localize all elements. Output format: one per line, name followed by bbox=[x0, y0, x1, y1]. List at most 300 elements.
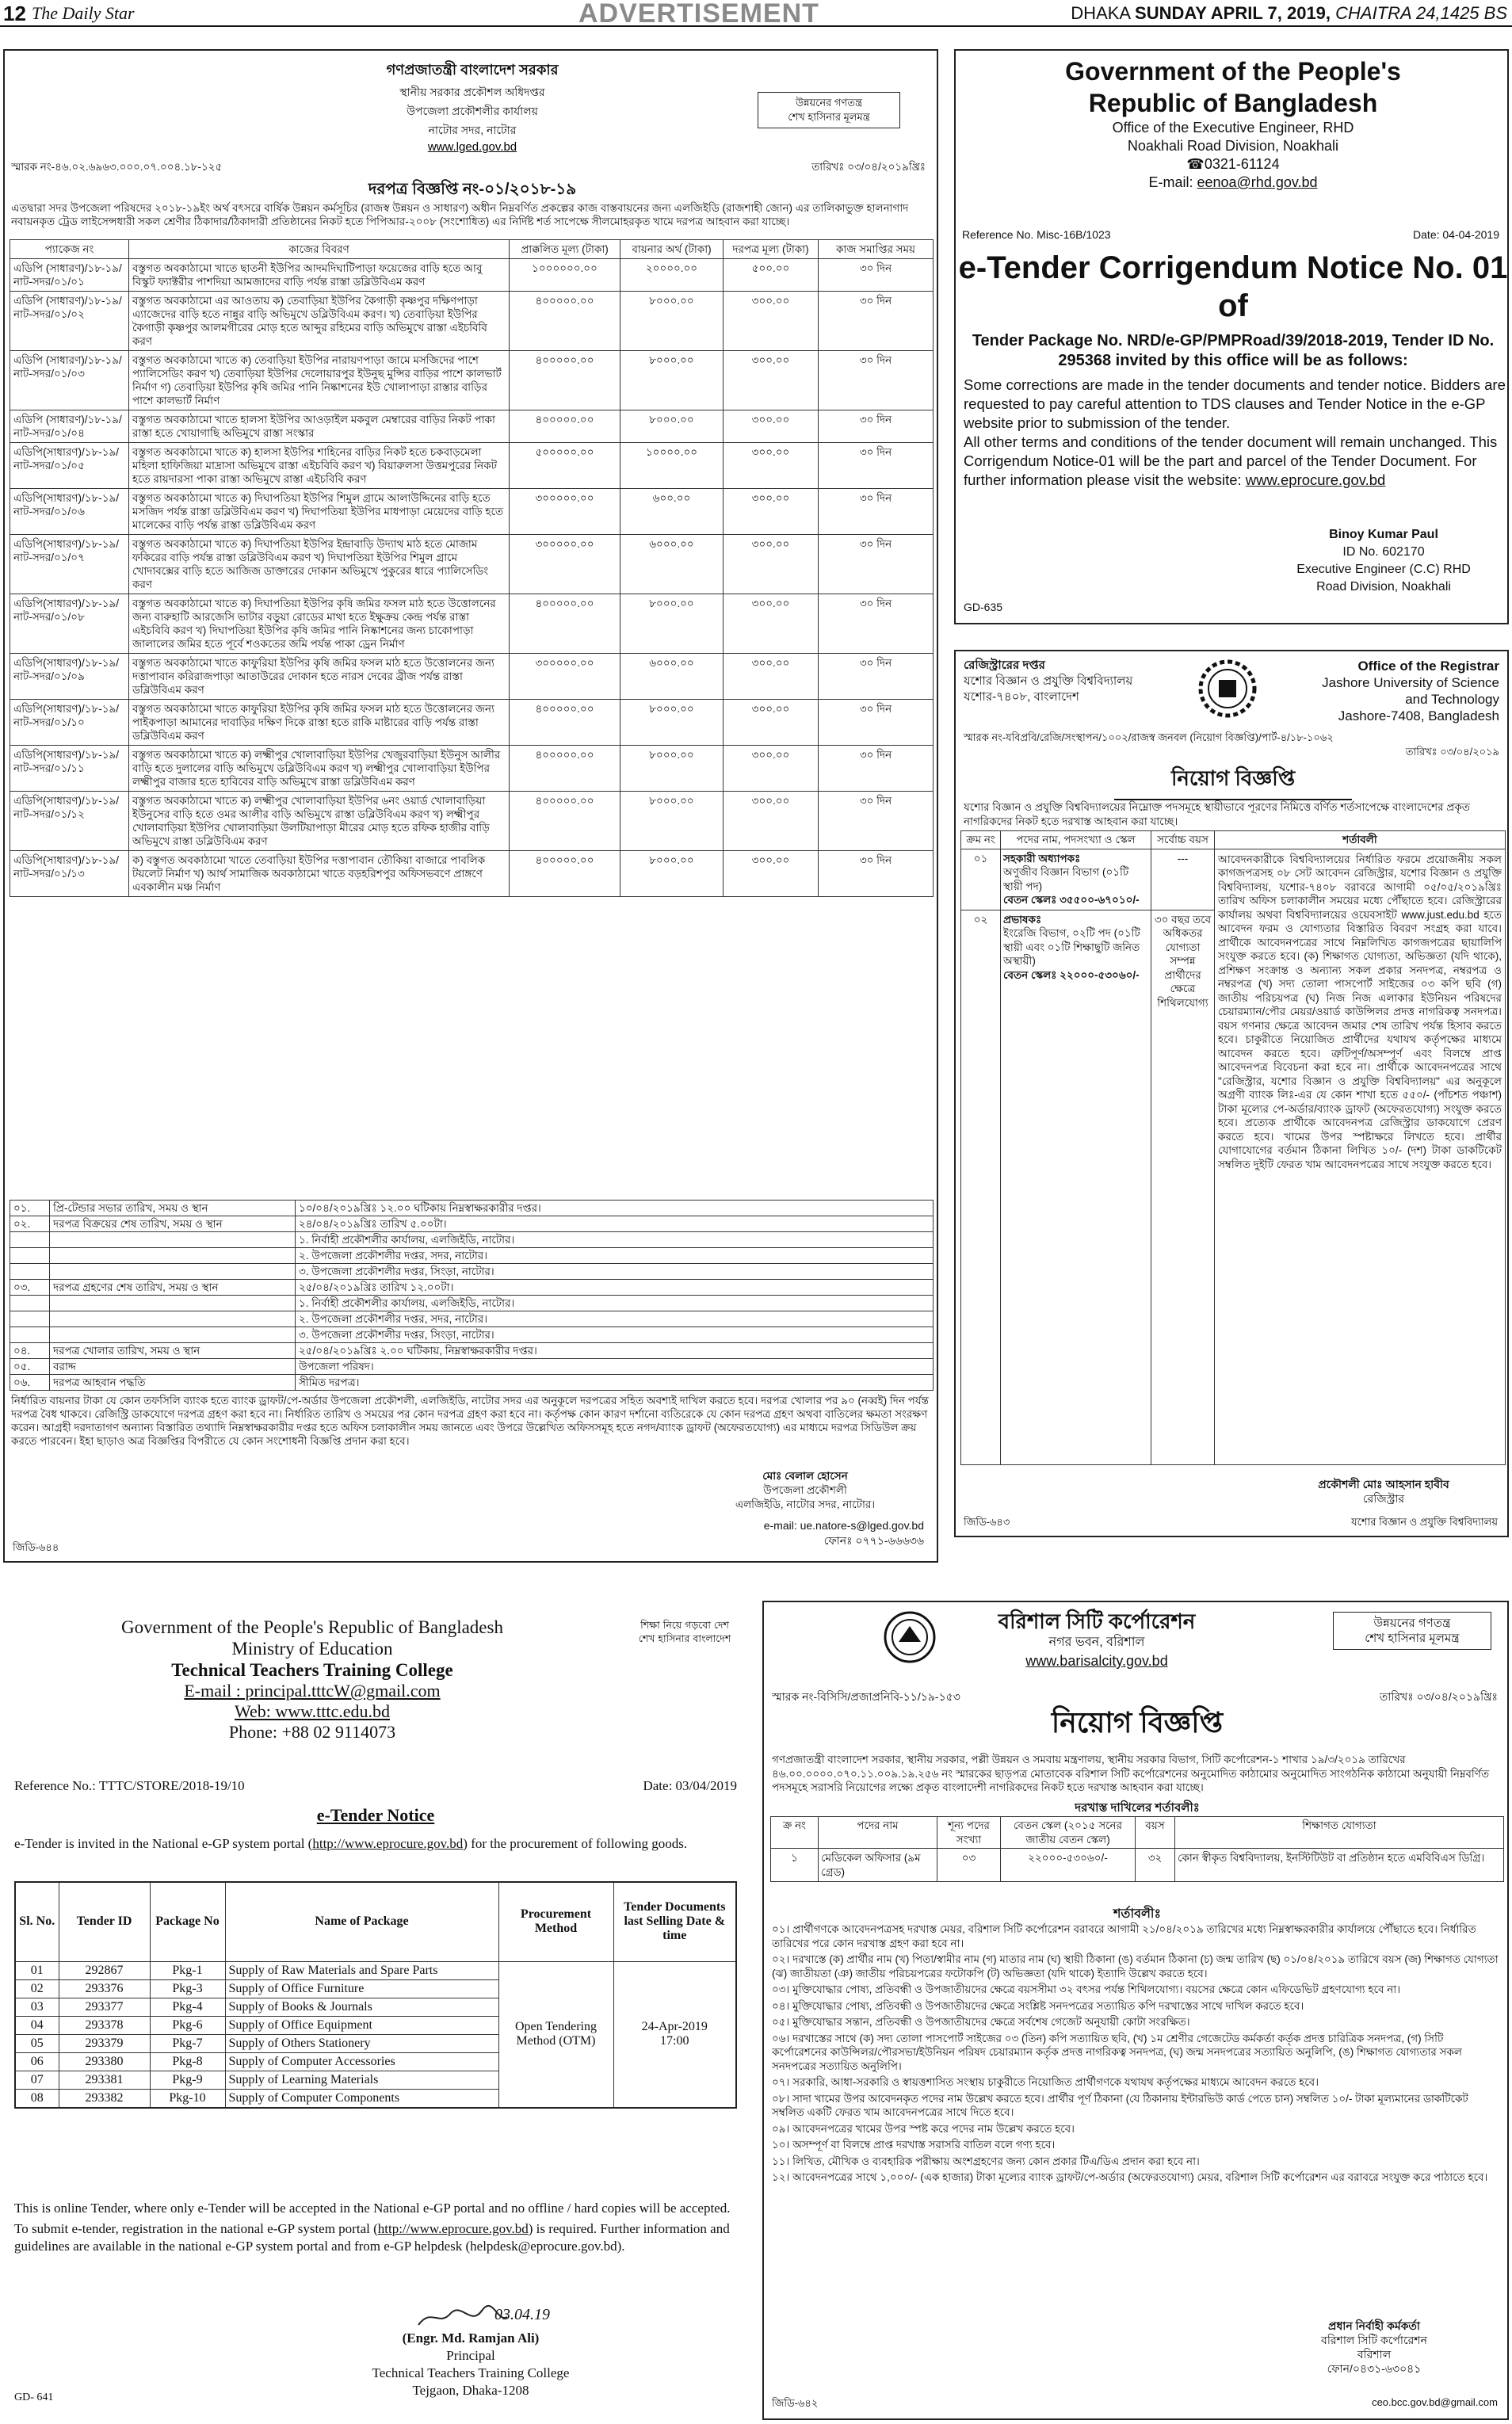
lged-completion-time: ৩০ দিন bbox=[819, 443, 934, 489]
rhd-heading-line: e-Tender Corrigendum Notice No. 01 bbox=[958, 250, 1508, 285]
rhd-signer-name: Binoy Kumar Paul bbox=[1329, 528, 1438, 541]
lged-work-desc: বস্তুগত অবকাঠামো খাতে ছাতনী ইউপির আদমদিঘাটিপাড়া ফয়েজের বাড়ি হতে আবু বিস্কুট ফ্যাক্টরীর পাশদিয়া আমজাদের বাড়ি পর্যন্ত রাস্তা ডব্লিউবিএম করণ bbox=[129, 259, 510, 292]
just-col-header: পদের নাম, পদসংখ্যা ও স্কেল bbox=[1001, 831, 1151, 849]
lged-schedule-no bbox=[10, 1264, 50, 1280]
tttc-body-paragraph bbox=[14, 2220, 737, 2255]
lged-completion-time: ৩০ দিন bbox=[819, 654, 934, 700]
lged-completion-time: ৩০ দিন bbox=[819, 259, 934, 292]
tttc-package-name: Supply of Computer Components bbox=[225, 2089, 498, 2108]
lged-date: তারিখঃ ০৩/০৪/২০১৯খ্রিঃ bbox=[811, 161, 926, 173]
lged-schedule-value: সীমিত দরপত্র। bbox=[296, 1375, 934, 1391]
lged-package-no: এডিপি(সাধারণ)/১৮-১৯/নাট-সদর/০১/১২ bbox=[10, 792, 129, 851]
tttc-package-no: Pkg-4 bbox=[150, 1998, 225, 2016]
bcc-post-count: ০৩ bbox=[937, 1849, 1001, 1882]
lged-schedule-value: ২. উপজেলা প্রকৌশলীর দপ্তর, সদর, নাটোর। bbox=[296, 1311, 934, 1327]
tttc-title-line: Ministry of Education bbox=[231, 1639, 393, 1659]
bcc-signer-title: প্রধান নির্বাহী কর্মকর্তা bbox=[1328, 2319, 1420, 2332]
lged-document-price: ৫০০.০০ bbox=[724, 259, 819, 292]
bcc-col-header: বয়স bbox=[1136, 1817, 1175, 1849]
bcc-term-item: ০৭। সরকারি, আধা-সরকারি ও স্বায়ত্তশাসিত সংস্থায় চাকুরীতে নিয়োজিত প্রার্থীগণকে যথাযথ কর্তৃপক্ষের মাধ্যমে আবেদন করতে হবে। bbox=[772, 2076, 1319, 2088]
rhd-date: Date: 04-04-2019 bbox=[1413, 228, 1499, 241]
page-number: 12 bbox=[3, 2, 26, 25]
rhd-package-line: Tender Package No. NRD/e-GP/PMPRoad/39/2018-2019, Tender ID No. 295368 invited by this office will be as follows: bbox=[972, 332, 1495, 369]
lged-schedule-label bbox=[50, 1232, 296, 1248]
lged-intro: এতদ্বারা সদর উপজেলা পরিষদের ২০১৮-১৯ইং অর্থ বৎসরে বার্ষিক উন্নয়ন কর্মসূচির (রাজস্ব উন্নয়ন ও সাধারণ) অধীন নিম্নবর্ণিত প্রকল্পের কাজ বাস্তবায়নের জন্য এলজিইডি (রাজশাহী জোন) এর তালিকাভুক্ত হালনাগাদ নবায়নকৃত ট্রেড লাইসেন্সধারী সকল শ্রেণীর ঠিকাদার/ঠিকাদারী প্রতিষ্ঠানের নিকট হতে পিপিআর-২০০৮ (সংশোধিত) এর নির্দিষ্ট শর্ত সাপেক্ষে সীলমোহরকৃত খামে দরপত্র আহবান করা যাচ্ছে। bbox=[11, 202, 909, 227]
tttc-signer bbox=[296, 2330, 645, 2399]
tttc-package-name: Supply of Office Equipment bbox=[225, 2016, 498, 2034]
tttc-table-row bbox=[15, 1961, 736, 1979]
lged-estimated-cost: ১০০০০০০.০০ bbox=[510, 259, 620, 292]
bcc-date: তারিখঃ ০৩/০৪/২০১৯খ্রিঃ bbox=[1379, 1690, 1498, 1703]
lged-office: উপজেলা প্রকৌশলীর কার্যালয় bbox=[407, 105, 538, 117]
rhd-body-text: All other terms and conditions of the tender document will remain unchanged. This Corrigendum Notice-01 will be the part and parcel of the Tender Document. For further information please visit the website: bbox=[964, 433, 1498, 488]
lged-table-row bbox=[10, 700, 934, 746]
lged-col-header: কাজের বিবরণ bbox=[129, 240, 510, 259]
lged-earnest-money: ৮০০০.০০ bbox=[620, 292, 724, 351]
rhd-corrigendum-notice bbox=[954, 49, 1509, 624]
lged-estimated-cost: ৩০০০০০.০০ bbox=[510, 489, 620, 535]
tttc-date: Date: 03/04/2019 bbox=[643, 1778, 737, 1793]
lged-memo-no: স্মারক নং-৪৬.০২.৬৯৬৩.০০০.০৭.০০৪.১৮-১২৫ bbox=[11, 161, 223, 173]
bcc-col-header: বেতন স্কেল (২০১৫ সনের জাতীয় বেতন স্কেল) bbox=[1001, 1817, 1136, 1849]
lged-package-no: এডিপি (সাধারণ)/১৮-১৯/নাট-সদর/০১/০২ bbox=[10, 292, 129, 351]
lged-work-desc: বস্তুগত অবকাঠামো খাতে ক) হালসা ইউপির শাহিনের বাড়ির নিকট হতে চকবাড়মেলা মহিলা হাফিজিয়া মাদ্রাসা অভিমুখে রাস্তা এইচবিবি করণ খ) বিয়ারুলসা উত্তমপুরের নিকট হতে রায়দারসা পাকা রাস্তা অভিমুখে রাস্তা এইচবিবি করণ bbox=[129, 443, 510, 489]
lged-work-desc: বস্তুগত অবকাঠামো খাতে ক) লক্ষ্মীপুর খোলাবাড়িয়া ইউপির ৬নং ওয়ার্ড খোলাবাড়িয়া ইউনুসের বাড়ি হতে ওমর আলীর বাড়ি অভিমুখে রাস্তা ডব্লিউবিএম করণ খ) লক্ষ্মীপুর খোলাবাড়িয়া ইউপির খোলাবাড়িয়া উলটিয়াপাড়া মীরের মোড় হতে রফিক হাজীর বাড়ি অভিমুখে রাস্তা ডব্লিউবিএম করণ bbox=[129, 792, 510, 851]
just-logo-icon bbox=[1198, 659, 1257, 718]
tttc-signature-date: 03.04.19 bbox=[494, 2306, 550, 2323]
tttc-title-line: Government of the People's Republic of Bangladesh bbox=[121, 1617, 503, 1637]
tttc-col-header: Procurement Method bbox=[498, 1882, 613, 1961]
tttc-intro-text: ) for the procurement of following goods. bbox=[463, 1836, 688, 1851]
lged-schedule-row bbox=[10, 1232, 934, 1248]
just-signer-title: রেজিস্ট্রার bbox=[1362, 1492, 1405, 1505]
lged-schedule-row bbox=[10, 1343, 934, 1359]
tttc-tender-id: 293376 bbox=[59, 1979, 150, 1998]
rhd-signer-division: Road Division, Noakhali bbox=[1316, 580, 1451, 594]
lged-completion-time: ৩০ দিন bbox=[819, 700, 934, 746]
lged-package-no: এডিপি (সাধারণ)/১৮-১৯/নাট-সদর/০১/০৩ bbox=[10, 351, 129, 410]
lged-completion-time: ৩০ দিন bbox=[819, 746, 934, 792]
lged-col-header: প্যাকেজ নং bbox=[10, 240, 129, 259]
tttc-signer-title: Principal bbox=[446, 2348, 495, 2363]
just-post-details bbox=[1001, 849, 1151, 910]
bcc-addr: নগর ভবন, বরিশাল bbox=[1048, 1636, 1145, 1649]
lged-signer-title: উপজেলা প্রকৌশলী bbox=[763, 1484, 847, 1496]
just-conditions: আবেদনকারীকে বিশ্ববিদ্যালয়ের নির্ধারিত ফরমে প্রয়োজনীয় সকল কাগজপত্রসহ ০৮ সেট আবেদন রেজিস্ট্রার, যশোর বিজ্ঞান ও প্রযুক্তি বিশ্ববিদ্যালয়, যশোর-৭৪০৮ বরাবরে আগামী ০৫/০৫/২০১৯খ্রিঃ তারিখ অফিস চলাকালীন সময়ের মধ্যে পৌঁছাতে হবে। রেজিস্ট্রারের কার্যালয় অথবা বিশ্ববিদ্যালয়ের ওয়েবসাইট www.just.edu.bd হতে আবেদন ফরম ও যোগ্যতার বিস্তারিত বিবরণ সংগ্রহ করা যাবে। প্রার্থীকে আবেদনপত্রের সাথে নিম্নলিখিত কাগজপত্রের ছায়ালিপি সংযুক্ত করতে হবে। (ক) শিক্ষাগত যোগ্যতা, অভিজ্ঞতা (যদি থাকে), প্রশিক্ষণ সংক্রান্ত ও অন্যান্য সকল প্রকার সনদপত্র, নম্বরপত্র ও নম্বরপত্র (খ) সদ্য তোলা পাসপোর্ট সাইজের ০৩ কপি ছবি (গ) জাতীয় পরিচয়পত্র (ঘ) নিজ নিজ এলাকার ইউনিয়ন পরিষদের চেয়ারম্যান/পৌর মেয়র/ওয়ার্ড কাউন্সিলর প্রদত্ত নাগরিকত্ব সনদপত্র। বয়স গণনার ক্ষেত্রে আবেদন জমার শেষ তারিখ পর্যন্ত হিসাব করতে হবে। চাকুরীতে নিয়োজিত প্রার্থীদের যথাযথ কর্তৃপক্ষের মাধ্যমে আবেদন করতে হবে। ত্রুটিপূর্ণ/অসম্পূর্ণ এবং বিলম্বে প্রাপ্ত আবেদনপত্র বিবেচনা করা হবে না। প্রার্থীকে আবেদনপত্রের সাথে "রেজিস্ট্রার, যশোর বিজ্ঞান ও প্রযুক্তি বিশ্ববিদ্যালয়" এর অনুকূলে অগ্রণী ব্যাংক লিঃ-এর যে কোন শাখা হতে ৫৫০/- (পাঁচশত পঞ্চাশ) টাকা মূল্যের পে-অর্ডার/ব্যাংক ড্রাফট (অফেরতযোগ্য) সংযুক্ত করতে হবে। প্রত্যেক প্রার্থীকে আবেদনপত্র রেজিস্ট্রার ডাকযোগে প্রেরণ করতে হবে। খামের উপর স্পষ্টাক্ষরে লিখতে হবে। প্রার্থীর যোগাযোগের বর্তমান ঠিকানা লিখিত ১০/- (দশ) টাকা ডাকটিকেট সম্বলিত দুইটি ফেরত খাম আবেদনপত্রের সাথে সংযুক্ত করতে হবে। bbox=[1215, 849, 1506, 1464]
bcc-signer-city: বরিশাল bbox=[1357, 2348, 1392, 2361]
lged-table-header bbox=[10, 240, 934, 259]
lged-table-row bbox=[10, 654, 934, 700]
tttc-gd-no: GD- 641 bbox=[14, 2392, 54, 2403]
lged-schedule-no: ০৫. bbox=[10, 1359, 50, 1375]
lged-completion-time: ৩০ দিন bbox=[819, 594, 934, 654]
tttc-col-header: Package No bbox=[150, 1882, 225, 1961]
just-post-age: ৩০ বছর তবে অধিকতর যোগ্যতা সম্পন্ন প্রার্থীদের ক্ষেত্রে শিথিলযোগ্য bbox=[1151, 910, 1215, 1464]
tttc-sl-no: 01 bbox=[15, 1961, 59, 1979]
lged-document-price: ৩০০.০০ bbox=[724, 851, 819, 897]
tttc-table-body bbox=[15, 1961, 736, 2108]
lged-schedule-no: ০৪. bbox=[10, 1343, 50, 1359]
tttc-ref-no: Reference No.: TTTC/STORE/2018-19/10 bbox=[14, 1778, 245, 1793]
lged-package-no: এডিপি (সাধারণ)/১৮-১৯/নাট-সদর/০১/০১ bbox=[10, 259, 129, 292]
lged-tender-notice bbox=[3, 49, 938, 1563]
lged-table-row bbox=[10, 489, 934, 535]
lged-signature bbox=[686, 1469, 924, 1512]
bcc-term-item: ১২। আবেদনপত্রের সাথে ১,০০০/- (এক হাজার) টাকা মূল্যের ব্যাংক ড্রাফট/পে-অর্ডার (অফেরতযোগ্য) মেয়র, বরিশাল সিটি কর্পোরেশন এর বরাবরে সংযুক্ত করে পাঠাতে হবে। bbox=[772, 2171, 1488, 2183]
lged-table-row bbox=[10, 259, 934, 292]
just-date: তারিখঃ ০৩/০৪/২০১৯ bbox=[1405, 746, 1499, 758]
just-post-dept: ইংরেজি বিভাগ, ০২টি পদ (০১টি স্থায়ী এবং ০১টি শিক্ষাছুটি জনিত অস্থায়ী) bbox=[1003, 927, 1140, 967]
bcc-term-item: ০৮। সাদা খামের উপর আবেদনকৃত পদের নাম উল্লেখ করতে হবে। প্রার্থীর পূর্ণ ঠিকানা (যে ঠিকানায় ইন্টারভিউ কার্ড পেতে চান) সম্বলিত ১০/- টাকা মূল্যমানের ডাকটিকেট সম্বলিত একটি ফেরত খাম আবেদনপত্রের সাথে দিতে হবে। bbox=[772, 2092, 1468, 2118]
lged-schedule-row bbox=[10, 1264, 934, 1280]
bcc-term-item: ০৫। মুক্তিযোদ্ধার সন্তান, প্রতিবন্ধী ও উপজাতীয়দের ক্ষেত্রে সর্বশেষ গেজেট অনুযায়ী কোটা সংরক্ষিত। bbox=[772, 2016, 1190, 2028]
bcc-heading: নিয়োগ বিজ্ঞপ্তি bbox=[1051, 1706, 1224, 1739]
lged-estimated-cost: ৪০০০০০.০০ bbox=[510, 410, 620, 443]
just-posts-table bbox=[960, 830, 1506, 1465]
dateline-bangla: CHAITRA 24,1425 BS bbox=[1335, 3, 1507, 23]
rhd-ref-no: Reference No. Misc-16B/1023 bbox=[962, 228, 1111, 241]
lged-table-row bbox=[10, 746, 934, 792]
bcc-signature bbox=[1255, 2319, 1493, 2376]
rhd-title-line: Republic of Bangladesh bbox=[1088, 89, 1378, 117]
tttc-package-no: Pkg-7 bbox=[150, 2034, 225, 2052]
rhd-gd-no: GD-635 bbox=[964, 601, 1003, 613]
lged-work-desc: বস্তুগত অবকাঠামো খাতে ক) দিঘাপতিয়া ইউপির কৃষি জমির ফসল মাঠ হতে উত্তোলনের জন্য বারুহাটি আরজেসি ভাটার বড়ুয়া রোডের মাথা হতে ইক্ষুক্রয় কেন্দ্র পর্যন্ত রাস্তা এইচবিবি করণ খ) দিঘাপতিয়া ইউপির কৃষি জমির পানি নিষ্কাশনের জন্য চাকোপাড়া জালালের জমির হতে পূর্বে শওকতের জমি পর্যন্ত পাকা ড্রেন নির্মাণ bbox=[129, 594, 510, 654]
lged-schedule-no bbox=[10, 1296, 50, 1311]
lged-schedule-no bbox=[10, 1232, 50, 1248]
lged-estimated-cost: ৪০০০০০.০০ bbox=[510, 292, 620, 351]
lged-package-no: এডিপি(সাধারণ)/১৮-১৯/নাট-সদর/০১/০৬ bbox=[10, 489, 129, 535]
lged-schedule-label bbox=[50, 1248, 296, 1264]
tttc-sl-no: 05 bbox=[15, 2034, 59, 2052]
tttc-sl-no: 03 bbox=[15, 1998, 59, 2016]
lged-table-row bbox=[10, 535, 934, 594]
rhd-email-link[interactable]: eenoa@rhd.gov.bd bbox=[1197, 174, 1318, 190]
lged-table-row bbox=[10, 292, 934, 351]
dateline bbox=[1071, 3, 1507, 24]
lged-work-desc: বস্তুগত অবকাঠামো খাতে ক) লক্ষ্মীপুর খোলাবাড়িয়া ইউপির খেজুরবাড়িয়া ইউনুস আলীর বাড়ি হতে দুলালের বাড়ি অভিমুখে ডব্লিউবিএম করণ খ) লক্ষ্মীপুর খোলাবাড়িয়া ইউপির লক্ষ্মীপুর বাজার হতে হাবিবের বাড়ি অভিমুখে রাস্তা ডব্লিউবিএম করণ bbox=[129, 746, 510, 792]
tttc-table-header bbox=[15, 1882, 736, 1961]
lged-schedule-value: ২. উপজেলা প্রকৌশলীর দপ্তর, সদর, নাটোর। bbox=[296, 1248, 934, 1264]
lged-schedule-label: দরপত্র আহবান পদ্ধতি bbox=[50, 1375, 296, 1391]
lged-package-no: এডিপি(সাধারণ)/১৮-১৯/নাট-সদর/০১/০৯ bbox=[10, 654, 129, 700]
lged-table-row bbox=[10, 851, 934, 897]
lged-slogan-line: শেখ হাসিনার মূলমন্ত্র bbox=[788, 111, 870, 123]
just-signature bbox=[1265, 1477, 1502, 1506]
lged-schedule-label: প্রি-টেন্ডার সভার তারিখ, সময় ও স্থান bbox=[50, 1201, 296, 1216]
dateline-city: DHAKA bbox=[1071, 3, 1130, 23]
bcc-slogan-line: উন্নয়নের গণতন্ত্র bbox=[1373, 1617, 1451, 1630]
lged-table-row bbox=[10, 594, 934, 654]
lged-package-no: এডিপি(সাধারণ)/১৮-১৯/নাট-সদর/০১/১০ bbox=[10, 700, 129, 746]
bcc-website-link[interactable]: www.barisalcity.gov.bd bbox=[1025, 1653, 1168, 1669]
rhd-signer-id: ID No. 602170 bbox=[1342, 545, 1425, 559]
rhd-header bbox=[956, 55, 1509, 192]
bcc-header bbox=[938, 1609, 1255, 1670]
tttc-sl-no: 07 bbox=[15, 2071, 59, 2089]
lged-document-price: ৩০০.০০ bbox=[724, 443, 819, 489]
tttc-package-name: Supply of Raw Materials and Spare Parts bbox=[225, 1961, 498, 1979]
lged-schedule-value: ২৫/০৪/২০১৯খ্রিঃ ২.০০ ঘটিকায়, নিম্নস্বাক্ষরকারীর দপ্তর। bbox=[296, 1343, 934, 1359]
tttc-package-no: Pkg-3 bbox=[150, 1979, 225, 1998]
lged-document-price: ৩০০.০০ bbox=[724, 292, 819, 351]
bcc-memo: স্মারক নং-বিসিসি/প্রজাপ্রনিবি-১১/১৯-১৫৩ bbox=[772, 1690, 960, 1703]
lged-notice-title: দরপত্র বিজ্ঞপ্তি নং-০১/২০১৮-১৯ bbox=[368, 181, 577, 198]
just-registrar-en: Office of the Registrar bbox=[1357, 658, 1499, 674]
lged-earnest-money: ৮০০০.০০ bbox=[620, 410, 724, 443]
just-uni-en: Jashore University of Science bbox=[1322, 675, 1499, 690]
newspaper-name: The Daily Star bbox=[32, 3, 135, 23]
tttc-body bbox=[14, 2200, 737, 2255]
bcc-gd-no: জিডি-৬৪২ bbox=[772, 2397, 819, 2409]
lged-estimated-cost: ৩০০০০০.০০ bbox=[510, 535, 620, 594]
lged-schedule-label: দরপত্র বিক্রয়ের শেষ তারিখ, সময় ও স্থান bbox=[50, 1216, 296, 1232]
tttc-etender-notice bbox=[3, 1601, 748, 2420]
lged-schedule-value: ১. নির্বাহী প্রকৌশলীর কার্যালয়, এলজিইডি, নাটোর। bbox=[296, 1232, 934, 1248]
lged-address: নাটোর সদর, নাটোর bbox=[428, 124, 517, 136]
just-col-header: সর্বোচ্চ বয়স bbox=[1151, 831, 1215, 849]
rhd-signer-title: Executive Engineer (C.C) RHD bbox=[1296, 563, 1471, 576]
lged-schedule-row bbox=[10, 1359, 934, 1375]
lged-col-header: বায়নার অর্থ (টাকা) bbox=[620, 240, 724, 259]
lged-earnest-money: ৬০০০.০০ bbox=[620, 535, 724, 594]
bcc-post-age: ৩২ bbox=[1136, 1849, 1175, 1882]
just-post-no: ০২ bbox=[961, 910, 1001, 1464]
lged-website-link[interactable]: www.lged.gov.bd bbox=[427, 140, 517, 154]
lged-schedule-row bbox=[10, 1327, 934, 1343]
tttc-eprocure-link[interactable]: http://www.eprocure.gov.bd bbox=[377, 2221, 529, 2236]
rhd-website-link[interactable]: www.eprocure.gov.bd bbox=[1245, 471, 1386, 488]
tttc-body-text: To submit e-tender, registration in the national e-GP system portal ( bbox=[14, 2221, 378, 2236]
lged-work-desc: বস্তুগত অবকাঠামো খাতে ক) তেবাড়িয়া ইউপির নারায়ণপাড়া জামে মসজিদের পাশে প্যালিসেডিং করণ খ) তেবাড়িয়া ইউপির দেলোয়ারপুর ইউনুছ মুন্সির বাড়ির পাশে কালভার্ট নির্মাণ গ) তেবাড়িয়া ইউপির কৃষি জমির পানি নিষ্কাশনের ইউ খোলাপাড়া রাস্তার বাড়ির পাশে কালভার্ট নির্মাণ bbox=[129, 351, 510, 410]
just-post-name: প্রভাষকঃ bbox=[1003, 913, 1042, 926]
lged-document-price: ৩০০.০০ bbox=[724, 700, 819, 746]
just-intro: যশোর বিজ্ঞান ও প্রযুক্তি বিশ্ববিদ্যালয়ের নিম্নোক্ত পদসমূহে স্থায়ীভাবে পূরণের নিমিত্তে বর্ণিত শর্তসাপেক্ষে বাংলাদেশের প্রকৃত নাগরিকদের নিকট হতে দরখাস্ত আহবান করা যাচ্ছে। bbox=[964, 801, 1470, 827]
lged-schedule-no: ০১. bbox=[10, 1201, 50, 1216]
lged-col-header: দরপত্র মূল্য (টাকা) bbox=[724, 240, 819, 259]
lged-earnest-money: ৬০০০.০০ bbox=[620, 654, 724, 700]
lged-earnest-money: ৮০০০.০০ bbox=[620, 792, 724, 851]
lged-estimated-cost: ৪০০০০০.০০ bbox=[510, 792, 620, 851]
just-col-header: শর্তাবলী bbox=[1215, 831, 1506, 849]
tttc-package-no: Pkg-8 bbox=[150, 2052, 225, 2071]
just-post-name: সহকারী অধ্যাপকঃ bbox=[1003, 852, 1081, 865]
lged-slogan-line: উন্নয়নের গণতন্ত্র bbox=[795, 97, 863, 109]
lged-work-desc: বস্তুগত অবকাঠামো খাতে ক) দিঘাপতিয়া ইউপির শিমুল গ্রামে আলাউদ্দিনের বাড়ি হতে মসজিদ পর্যন্ত রাস্তা ডব্লিউবিএম করণ খ) দিঘাপতিয়া ইউপির মাধপাড়া মেয়েদের বাড়ি হতে মালেকের বাড়ি পর্যন্ত রাস্তা ডব্লিউবিএম করণ bbox=[129, 489, 510, 535]
lged-schedule-row bbox=[10, 1201, 934, 1216]
tttc-sl-no: 04 bbox=[15, 2016, 59, 2034]
lged-schedule-value: ২৪/০৪/২০১৯খ্রিঃ তারিখ ৫.০০টা। bbox=[296, 1216, 934, 1232]
lged-document-price: ৩০০.০০ bbox=[724, 792, 819, 851]
bcc-recruitment-notice bbox=[762, 1601, 1509, 2420]
tttc-last-selling bbox=[613, 1961, 736, 2108]
rhd-body-paragraph: Some corrections are made in the tender documents and tender notice. Bidders are requested to pay careful attention to TDS clauses and Tender Notice in the e-GP website prior to submission of the tender. bbox=[964, 376, 1506, 431]
tttc-package-name: Supply of Learning Materials bbox=[225, 2071, 498, 2089]
bcc-terms-heading: শর্তাবলীঃ bbox=[1113, 1907, 1162, 1921]
lged-package-no: এডিপি(সাধারণ)/১৮-১৯/নাট-সদর/০১/০৮ bbox=[10, 594, 129, 654]
lged-table-row bbox=[10, 792, 934, 851]
tttc-last-time: 17:00 bbox=[660, 2034, 689, 2048]
lged-table-row bbox=[10, 410, 934, 443]
lged-slogan-box bbox=[758, 92, 900, 128]
lged-completion-time: ৩০ দিন bbox=[819, 535, 934, 594]
rhd-phone bbox=[956, 155, 1509, 174]
lged-estimated-cost: ৫০০০০০.০০ bbox=[510, 443, 620, 489]
lged-schedule-row bbox=[10, 1296, 934, 1311]
lged-document-price: ৩০০.০০ bbox=[724, 410, 819, 443]
tttc-tender-id: 293380 bbox=[59, 2052, 150, 2071]
just-post-scale: বেতন স্কেলঃ ২২০০০-৫৩০৬০/- bbox=[1003, 968, 1140, 981]
bcc-col-header: শিক্ষাগত যোগ্যতা bbox=[1175, 1817, 1504, 1849]
lged-dept: স্থানীয় সরকার প্রকৌশল অধিদপ্তর bbox=[399, 86, 545, 98]
rhd-body bbox=[964, 376, 1506, 490]
lged-schedule-body bbox=[10, 1201, 934, 1391]
just-gd-no: জিডি-৬৪৩ bbox=[964, 1516, 1010, 1528]
rhd-body-paragraph bbox=[964, 433, 1506, 490]
lged-work-desc: বস্তুগত অবকাঠামো খাতে হালসা ইউপির আওড়াইল মকবুল মেম্বারের বাড়ির নিকট পাকা রাস্তা হতে খোয়াগাছি অভিমুখে রাস্তা সংস্কার bbox=[129, 410, 510, 443]
just-registrar-bn: রেজিস্ট্রারের দপ্তর bbox=[964, 658, 1045, 672]
tttc-col-header: Sl. No. bbox=[15, 1882, 59, 1961]
lged-earnest-money: ৬০০.০০ bbox=[620, 489, 724, 535]
just-memo: স্মারক নং-যবিপ্রবি/রেজি/সংস্থাপন/১০০২/রাজস্ব জনবল (নিয়োগ বিজ্ঞপ্তি)/পার্ট-৪/১৮-১০৬২ bbox=[964, 731, 1334, 743]
tttc-package-no: Pkg-9 bbox=[150, 2071, 225, 2089]
lged-schedule-no bbox=[10, 1327, 50, 1343]
tttc-signer-org: Technical Teachers Training College bbox=[372, 2365, 570, 2380]
just-signer-org: যশোর বিজ্ঞান ও প্রযুক্তি বিশ্ববিদ্যালয় bbox=[1351, 1516, 1498, 1528]
lged-earnest-money: ৮০০০.০০ bbox=[620, 594, 724, 654]
lged-schedule-label: দরপত্র খোলার তারিখ, সময় ও স্থান bbox=[50, 1343, 296, 1359]
just-addr-en: Jashore-7408, Bangladesh bbox=[1338, 708, 1499, 723]
lged-schedule-label bbox=[50, 1311, 296, 1327]
lged-schedule-label: দরপত্র গ্রহণের শেষ তারিখ, সময় ও স্থান bbox=[50, 1280, 296, 1296]
just-table-header bbox=[961, 831, 1506, 849]
lged-schedule-value: ৩. উপজেলা প্রকৌশলীর দপ্তর, সিংড়া, নাটোর। bbox=[296, 1327, 934, 1343]
tttc-tender-id: 292867 bbox=[59, 1961, 150, 1979]
lged-schedule-no: ০২. bbox=[10, 1216, 50, 1232]
lged-package-no: এডিপি (সাধারণ)/১৮-১৯/নাট-সদর/০১/০৪ bbox=[10, 410, 129, 443]
lged-gov-title: গণপ্রজাতন্ত্রী বাংলাদেশ সরকার bbox=[386, 62, 559, 78]
lged-table-body bbox=[10, 259, 934, 897]
lged-work-desc: বস্তুগত অবকাঠামো খাতে কাফুরিয়া ইউপির কৃষি জমির ফসল মাঠ হতে উত্তোলনের জন্য পাইকপাড়া আমানের দাবাড়ির দক্ষিণ দিকে রাস্তা হতে রাকি মাষ্টারের বাড়ি পর্যন্ত রাস্তা ডব্লিউবিএম করণ bbox=[129, 700, 510, 746]
dateline-day: SUNDAY APRIL 7, 2019, bbox=[1135, 3, 1331, 23]
lged-schedule-label bbox=[50, 1327, 296, 1343]
tttc-phone: Phone: +88 02 9114073 bbox=[228, 1722, 396, 1742]
bcc-post-scale: ২২০০০-৫৩০৬০/- bbox=[1001, 1849, 1136, 1882]
bcc-slogan-line: শেখ হাসিনার মূলমন্ত্র bbox=[1365, 1632, 1460, 1645]
rhd-title-line: Government of the People's bbox=[1065, 57, 1401, 86]
tttc-eprocure-link[interactable]: http://www.eprocure.gov.bd bbox=[312, 1836, 464, 1851]
tttc-sl-no: 08 bbox=[15, 2089, 59, 2108]
tttc-sl-no: 02 bbox=[15, 1979, 59, 1998]
lged-schedule-no bbox=[10, 1248, 50, 1264]
lged-schedule-value: ২৫/০৪/২০১৯খ্রিঃ তারিখ ১২.০০টা। bbox=[296, 1280, 934, 1296]
tttc-signature-scribble-icon bbox=[415, 2303, 510, 2331]
just-header-en bbox=[1322, 658, 1499, 724]
just-uni-bn: যশোর বিজ্ঞান ও প্রযুক্তি বিশ্ববিদ্যালয় bbox=[964, 674, 1133, 688]
bcc-term-item: ০৯। আবেদনপত্রের খামের উপর স্পষ্ট করে পদের নাম উল্লেখ করতে হবে। bbox=[772, 2122, 1075, 2135]
bcc-term-item: ০৩। মুক্তিযোদ্ধার পোষ্য, প্রতিবন্ধী ও উপজাতীয়দের ক্ষেত্রে বয়সসীমা ৩২ বৎসর পর্যন্ত শিথিলযোগ্য। বয়সের ক্ষেত্রে কোন এফিডেভিট গ্রহণযোগ্য হবে না। bbox=[772, 1983, 1401, 1995]
tttc-web-link[interactable]: Web: www.tttc.edu.bd bbox=[235, 1701, 390, 1721]
bcc-term-item: ১১। লিখিত, মৌখিক ও ব্যবহারিক পরীক্ষায় অংশগ্রহণের জন্য কোন প্রকার টিএ/ডিএ প্রদান করা হবে না। bbox=[772, 2155, 1200, 2167]
bcc-slogan-box bbox=[1333, 1612, 1491, 1650]
lged-schedule-label bbox=[50, 1264, 296, 1280]
page-header bbox=[0, 0, 1512, 27]
rhd-division: Noakhali Road Division, Noakhali bbox=[1127, 138, 1339, 154]
tttc-col-header: Tender Documents last Selling Date & time bbox=[613, 1882, 736, 1961]
bcc-table-header bbox=[771, 1817, 1504, 1849]
lged-document-price: ৩০০.০০ bbox=[724, 746, 819, 792]
bcc-email-link[interactable]: ceo.bcc.gov.bd@gmail.com bbox=[1372, 2396, 1498, 2408]
tttc-tender-id: 293377 bbox=[59, 1998, 150, 2016]
just-uni-en: and Technology bbox=[1405, 692, 1499, 707]
lged-completion-time: ৩০ দিন bbox=[819, 410, 934, 443]
tttc-tender-id: 293381 bbox=[59, 2071, 150, 2089]
lged-earnest-money: ৮০০০.০০ bbox=[620, 746, 724, 792]
lged-email[interactable]: e-mail: ue.natore-s@lged.gov.bd bbox=[763, 1519, 924, 1532]
tttc-tender-id: 293379 bbox=[59, 2034, 150, 2052]
tttc-col-header: Name of Package bbox=[225, 1882, 498, 1961]
just-post-age: --- bbox=[1151, 849, 1215, 910]
lged-package-no: এডিপি(সাধারণ)/১৮-১৯/নাট-সদর/০১/০৫ bbox=[10, 443, 129, 489]
tttc-package-name: Supply of Computer Accessories bbox=[225, 2052, 498, 2071]
lged-gd-no: জিডি-৬৪৪ bbox=[13, 1541, 59, 1553]
lged-signer-name: মোঃ বেলাল হোসেন bbox=[762, 1470, 848, 1482]
lged-schedule bbox=[10, 1200, 934, 1391]
bcc-col-header: ক্র নং bbox=[771, 1817, 819, 1849]
lged-estimated-cost: ৪০০০০০.০০ bbox=[510, 851, 620, 897]
lged-package-no: এডিপি(সাধারণ)/১৮-১৯/নাট-সদর/০১/১৩ bbox=[10, 851, 129, 897]
just-header-bn bbox=[964, 658, 1132, 705]
lged-completion-time: ৩০ দিন bbox=[819, 851, 934, 897]
lged-document-price: ৩০০.০০ bbox=[724, 654, 819, 700]
just-recruitment-notice bbox=[954, 650, 1509, 1537]
tttc-body-paragraph: This is online Tender, where only e-Tender will be accepted in the National e-GP portal and no offline / hard copies will be accepted. bbox=[14, 2201, 731, 2216]
tttc-intro-text: e-Tender is invited in the National e-GP system portal ( bbox=[14, 1836, 313, 1851]
rhd-heading bbox=[956, 249, 1509, 325]
bcc-col-header: শূন্য পদের সংখ্যা bbox=[937, 1817, 1001, 1849]
lged-estimated-cost: ৪০০০০০.০০ bbox=[510, 594, 620, 654]
lged-work-desc: ক) বস্তুগত অবকাঠামো খাতে তেবাড়িয়া ইউপির দত্তাপাবান তৌকিয়া বাজারে পাবলিক টয়লেট নির্মাণ খ) আর্থ সামাজিক অবকাঠামো খাতে বড়হরিশপুর অফিসভবণে প্রাঙ্গণে এবকালীন মঞ্চ নির্মাণ bbox=[129, 851, 510, 897]
just-post-dept: অণুজীব বিজ্ঞান বিভাগ (০১টি স্থায়ী পদ) bbox=[1003, 866, 1129, 892]
lged-earnest-money: ৮০০০.০০ bbox=[620, 700, 724, 746]
lged-table-row bbox=[10, 351, 934, 410]
lged-schedule-row bbox=[10, 1216, 934, 1232]
tttc-tender-id: 293378 bbox=[59, 2016, 150, 2034]
tttc-heading: e-Tender Notice bbox=[316, 1805, 435, 1825]
bcc-post-row bbox=[771, 1849, 1504, 1882]
rhd-heading-line: of bbox=[1218, 288, 1248, 323]
tttc-package-name: Supply of Office Furniture bbox=[225, 1979, 498, 1998]
just-post-no: ০১ bbox=[961, 849, 1001, 910]
phone-icon: ☎ bbox=[1186, 156, 1205, 172]
lged-completion-time: ৩০ দিন bbox=[819, 792, 934, 851]
bcc-intro: গণপ্রজাতন্ত্রী বাংলাদেশ সরকার, স্থানীয় সরকার, পল্লী উন্নয়ন ও সমবায় মন্ত্রণালয়, স্থানীয় সরকার বিভাগ, সিটি কর্পোরেশন-১ শাখার ১৯/৩/২০১৯ তারিখের ৪৬.০০.০০০০.০৭০.১১.০০৯.১৯.২৫৬ নং স্মারকের ছাড়পত্র মোতাবেক বরিশাল সিটি কর্পোরেশনের অনুমোদিত কাঠামোর অনুমোদিত সাংগঠনিক কাঠামো অনুযায়ী নিম্নবর্ণিত পদসমূহে সরাসরি নিয়োগের লক্ষ্যে প্রকৃত বাংলাদেশী নাগরিকদের নিকট হতে দরখাস্ত আহবান করা যাচ্ছে। bbox=[772, 1754, 1490, 1793]
bcc-phone: ফোন/০৪৩১-৬৩০৪১ bbox=[1327, 2362, 1422, 2375]
tttc-body-text: ) is required. Further information and guidelines are available in the national e-GP system portal and from e-GP helpdesk (helpdesk@eprocure.gov.bd). bbox=[14, 2221, 730, 2254]
lged-contact bbox=[764, 1518, 924, 1548]
tttc-intro bbox=[14, 1835, 737, 1853]
just-col-header: ক্রম নং bbox=[961, 831, 1001, 849]
bcc-term-item: ০২। দরখাস্তে (ক) প্রার্থীর নাম (খ) পিতা/স্বামীর নাম (গ) মাতার নাম (ঘ) স্থায়ী ঠিকানা (ঙ) বর্তমান ঠিকানা (চ) জন্ম তারিখ (ছ) ০১/০৪/২০১৯ তারিখে বয়স (জ) শিক্ষাগত যোগ্যতা (ঝ) জাতীয়তা (ঞ) জাতীয় পরিচয়পত্রের ফটোকপি (ট) অভিজ্ঞতা (যদি থাকে) ইত্যাদি উল্লেখ করতে হবে। bbox=[772, 1953, 1499, 1979]
lged-package-no: এডিপি(সাধারণ)/১৮-১৯/নাট-সদর/০১/১১ bbox=[10, 746, 129, 792]
tttc-signer-name: (Engr. Md. Ramjan Ali) bbox=[402, 2330, 540, 2346]
lged-terms: নির্ধারিত বায়নার টাকা যে কোন তফসিলি ব্যাংক হতে ব্যাংক ড্রাফট/পে-অর্ডার উপজেলা প্রকৌশলী, এলজিইডি, নাটোর সদর এর অনুকূলে দরপত্রের সহিত অবশ্যই দাখিল করতে হবে। দরপত্র খোলার পর ৯০ (নব্বই) দিন পর্যন্ত দরপত্র বৈধ থাকবে। রেজিস্ট্রি ডাকযোগে দরপত্র গ্রহণ করা হবে না। নির্ধারিত তারিখ ও সময়ের পর কোন দরপত্র গ্রহণ করা হবে না। কর্তৃপক্ষ কোন কারণ দর্শানো ব্যতিরেকে যে কোন দরপত্র গ্রহণ অথবা বাতিলের ক্ষমতা সংরক্ষণ করেন। আগ্রহী দরদাতাগণ অন্যান্য বিস্তারিত তথ্যাদি নিম্নস্বাক্ষরকারীর দপ্তর হতে অফিস চলাকালীন সময় জানতে এবং উপরে উল্লেখিত অফিসসমূহ হতে নগদ/ব্যাংক ড্রাফট (অফেরতযোগ্য) এর মাধ্যমে দরপত্র সিডিউল ক্রয় করতে পারবেন। ইহা ছাড়াও অত্র বিজ্ঞপ্তির বিপরীতে যে কোন সংশোধনী বিজ্ঞপ্তি প্রদান করা হবে। bbox=[11, 1395, 929, 1447]
tttc-college-name: Technical Teachers Training College bbox=[171, 1660, 453, 1680]
tttc-email-link[interactable]: E-mail : principal.tttcW@gmail.com bbox=[184, 1681, 441, 1701]
bcc-signer-org: বরিশাল সিটি কর্পোরেশন bbox=[1321, 2334, 1427, 2346]
lged-earnest-money: ৮০০০.০০ bbox=[620, 351, 724, 410]
just-post-scale: বেতন স্কেলঃ ৩৫৫০০-৬৭০১০/- bbox=[1003, 894, 1140, 906]
